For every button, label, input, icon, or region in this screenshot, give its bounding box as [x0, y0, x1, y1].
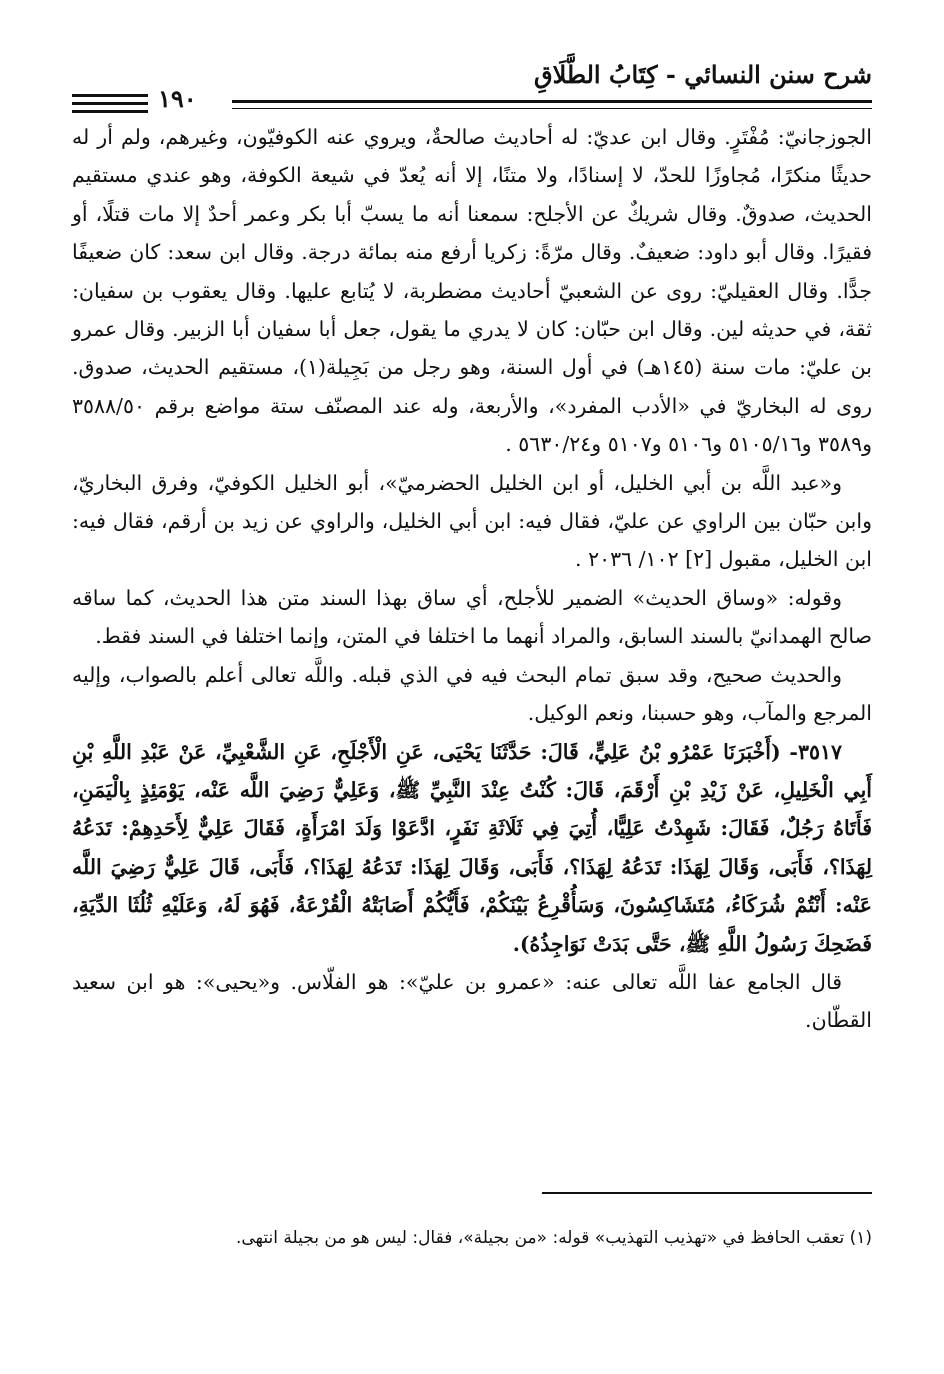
paragraph-compiler-note: قال الجامع عفا اللَّه تعالى عنه: «عمرو بن عليّ»: هو الفلّاس. و«يحيى»: هو ابن سعيد القطّان.: [72, 969, 872, 1033]
paragraph-sawq-al-hadith: وقوله: «وساق الحديث» الضمير للأجلح، أي ساق بهذا السند متن هذا الحديث، كما ساقه صالح الهمدانيّ بالسند السابق، والمراد أنهما ما اختلفا في المتن، وإنما اختلفا في السند فقط.: [72, 585, 872, 649]
page-number-rule: [72, 94, 148, 97]
hadith-3517: ٣٥١٧- (أَخْبَرَنَا عَمْرُو بْنُ عَلِيٍّ، قَالَ: حَدَّثَنَا يَحْيَى، عَنِ الْأَجْلَحِ، عَنِ الشَّعْبِيِّ، عَنْ عَبْدِ اللَّهِ بْنِ أَبِي الْخَلِيلِ، عَنْ زَيْدِ بْنِ أَرْقَمَ، قَالَ: كُنْتُ عِنْدَ النَّبِيِّ ﷺ، وَعَلِيٌّ رَضِيَ اللَّه عَنْه، يَوْمَئِذٍ بِالْيَمَنِ، فَأَتَاهُ رَجُلٌ، فَقَالَ: شَهِدْتُ عَلِيًّا، أُتِيَ فِي ثَلَاثَةِ نَفَرٍ، ادَّعَوْا وَلَدَ امْرَأَةٍ، فَقَالَ عَلِيٌّ لِأَحَدِهِمْ: تَدَعُهُ لِهَذَا؟، فَأَبَى، وَقَالَ لِهَذَا: تَدَعُهُ لِهَذَا؟، فَأَبَى، وَقَالَ لِهَذَا: تَدَعُهُ لِهَذَا؟، فَأَبَى، قَالَ عَلِيٌّ رَضِيَ اللَّه عَنْه: أَنْتُمْ شُرَكَاءُ، مُتَشَاكِسُونَ، وَسَأُقْرِعُ بَيْنَكُمْ، فَأَيُّكُمْ أَصَابَتْهُ الْقُرْعَةُ، فَهُوَ لَهُ، وَعَلَيْهِ ثُلُثَا الدِّيَةِ، فَضَحِكَ رَسُولُ اللَّهِ ﷺ، حَتَّى بَدَتْ نَوَاجِذُهُ).: [72, 739, 872, 956]
paragraph-hadith-sahih: والحديث صحيح، وقد سبق تمام البحث فيه في الذي قبله. واللَّه تعالى أعلم بالصواب، وإليه المرجع والمآب، وهو حسبنا، ونعم الوكيل.: [72, 662, 872, 726]
page: [72, 52, 872, 1040]
page-number-rule: [72, 102, 148, 105]
main-text: [72, 118, 872, 1040]
header-rule-thin: [232, 108, 872, 109]
footnote-rule: [542, 1192, 872, 1194]
paragraph-abdullah-ibn-abi-khalil: و«عبد اللَّه بن أبي الخليل، أو ابن الخليل الحضرميّ»، أبو الخليل الكوفيّ، وفرق البخاريّ، وابن حبّان بين الراوي عن عليّ، فقال فيه: ابن أبي الخليل، والراوي عن زيد بن أرقم، فقال فيه: ابن الخليل، مقبول [٢] ١٠٢/ ٢٠٣٦ .: [72, 470, 872, 572]
header-rule: [232, 100, 872, 103]
header-title: شرح سنن النسائي - كِتَابُ الطَّلَاقِ: [533, 60, 872, 89]
page-number-rule: [72, 110, 148, 113]
paragraph-narrator-biography: الجوزجانيّ: مُفْتَرٍ. وقال ابن عديّ: له أحاديث صالحةٌ، ويروي عنه الكوفيّون، وغيرهم، ولم أر له حديثًا منكرًا، مُجاوزًا للحدّ، لا إسنادًا، ولا متنًا، إلا أنه يُعدّ في شيعة الكوفة، وهو عندي مستقيم الحديث، صدوقٌ. وقال شريكٌ عن الأجلح: سمعنا أنه ما يسبّ أبا بكر وعمر أحدٌ إلا مات قتلًا، أو فقيرًا. وقال أبو داود: ضعيفٌ. وقال مرّةً: زكريا أرفع منه بمائة درجة. وقال ابن سعد: كان ضعيفًا جدًّا. وقال العقيليّ: روى عن الشعبيّ أحاديث مضطربة، لا يُتابع عليها. وقال يعقوب بن سفيان: ثقة، في حديثه لين. وقال ابن حبّان: كان لا يدري ما يقول، جعل أبا سفيان أبا الزبير. وقال عمرو بن عليّ: مات سنة (١٤٥هـ) في أول السنة، وهو رجل من بَجِيلة(١)، مستقيم الحديث، صدوق. روى له البخاريّ في «الأدب المفرد»، والأربعة، وله عند المصنّف ستة مواضع برقم ٣٥٨٨/٥٠ و٣٥٨٩ و٥١٠٥/١٦ و٥١٠٦ و٥١٠٧ و٥٦٣٠/٢٤ .: [72, 125, 872, 457]
footnote: (١) تعقب الحافظ في «تهذيب التهذيب» قوله: «من بجيلة»، فقال: ليس هو من بجيلة انتهى.: [235, 1228, 872, 1248]
page-header: [72, 52, 872, 118]
page-number: ١٩٠: [158, 84, 197, 113]
